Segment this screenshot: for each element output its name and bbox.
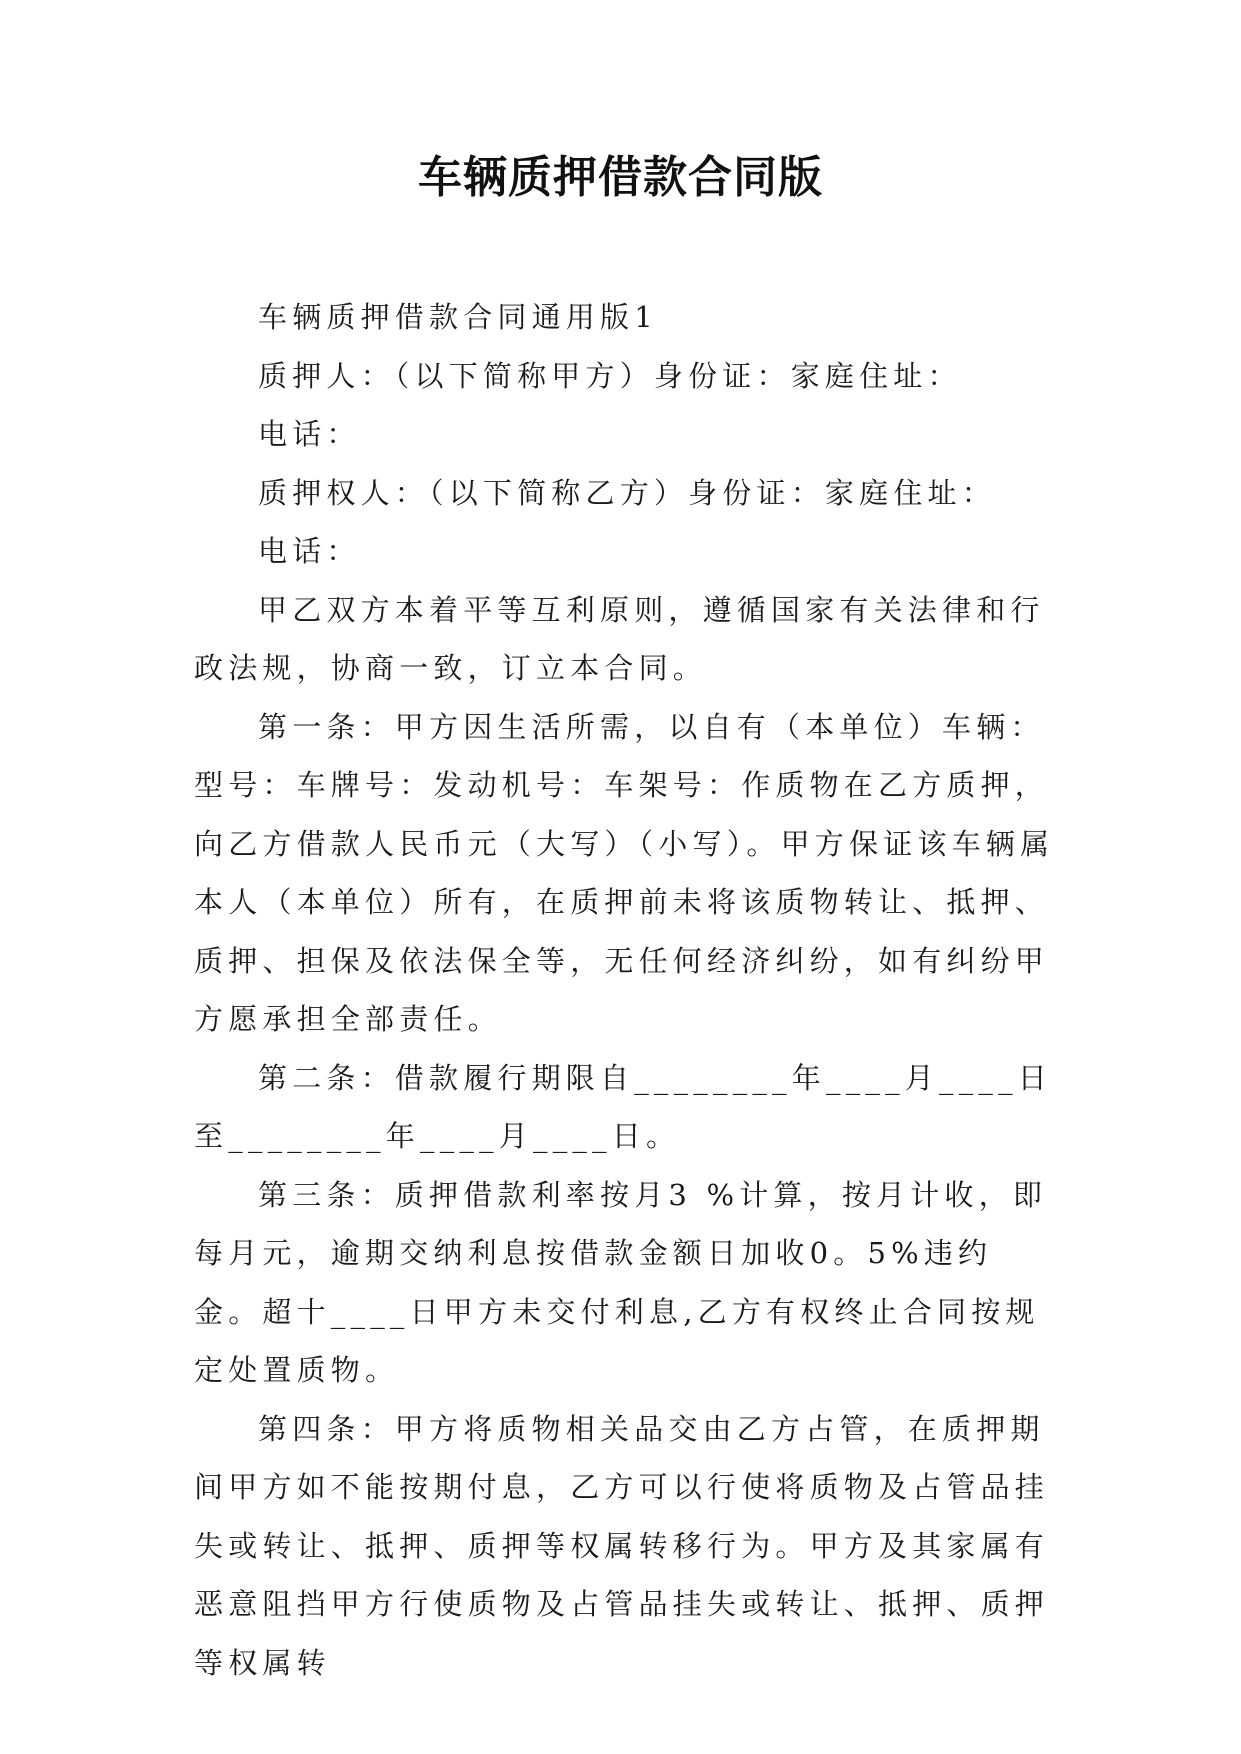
paragraph-preamble: 甲乙双方本着平等互利原则，遵循国家有关法律和行政法规，协商一致，订立本合同。 (194, 592, 1045, 685)
paragraph-pledgor: 质押人：（以下简称甲方）身份证：家庭住址： (258, 358, 962, 393)
document-title: 车辆质押借款合同版 (418, 152, 823, 203)
paragraph-article-3: 第三条：质押借款利率按月3 %计算，按月计收，即每月元，逾期交纳利息按借款金额日加收0。5%违约金。超十____日甲方未交付利息,乙方有权终止合同按规定处置质物。 (194, 1177, 1048, 1387)
paragraph-article-1: 第一条：甲方因生活所需，以自有（本单位）车辆：型号：车牌号：发动机号：车架号：作质物在乙方质押，向乙方借款人民币元（大写）（小写）。甲方保证该车辆属本人（本单位）所有，在质押前未将该质物转让、抵押、质押、担保及依法保全等，无任何经济纠纷，如有纠纷甲方愿承担全部责任。 (194, 709, 1055, 1036)
paragraph-article-4: 第四条：甲方将质物相关品交由乙方占管，在质押期间甲方如不能按期付息，乙方可以行使将质物及占管品挂失或转让、抵押、质押等权属转移行为。甲方及其家属有恶意阻挡甲方行使质物及占管品挂失或转让、抵押、质押等权属转 (194, 1411, 1050, 1680)
paragraph-pledgor-phone: 电话： (258, 417, 361, 451)
paragraph-pledgee: 质押权人：（以下简称乙方）身份证：家庭住址： (258, 475, 996, 510)
document-body (194, 288, 1056, 1692)
paragraph-article-2: 第二条：借款履行期限自________年____月____日至________年____月____日。 (194, 1060, 1053, 1153)
paragraph-pledgee-phone: 电话： (258, 534, 361, 568)
paragraph-subtitle: 车辆质押借款合同通用版1 (258, 300, 658, 334)
